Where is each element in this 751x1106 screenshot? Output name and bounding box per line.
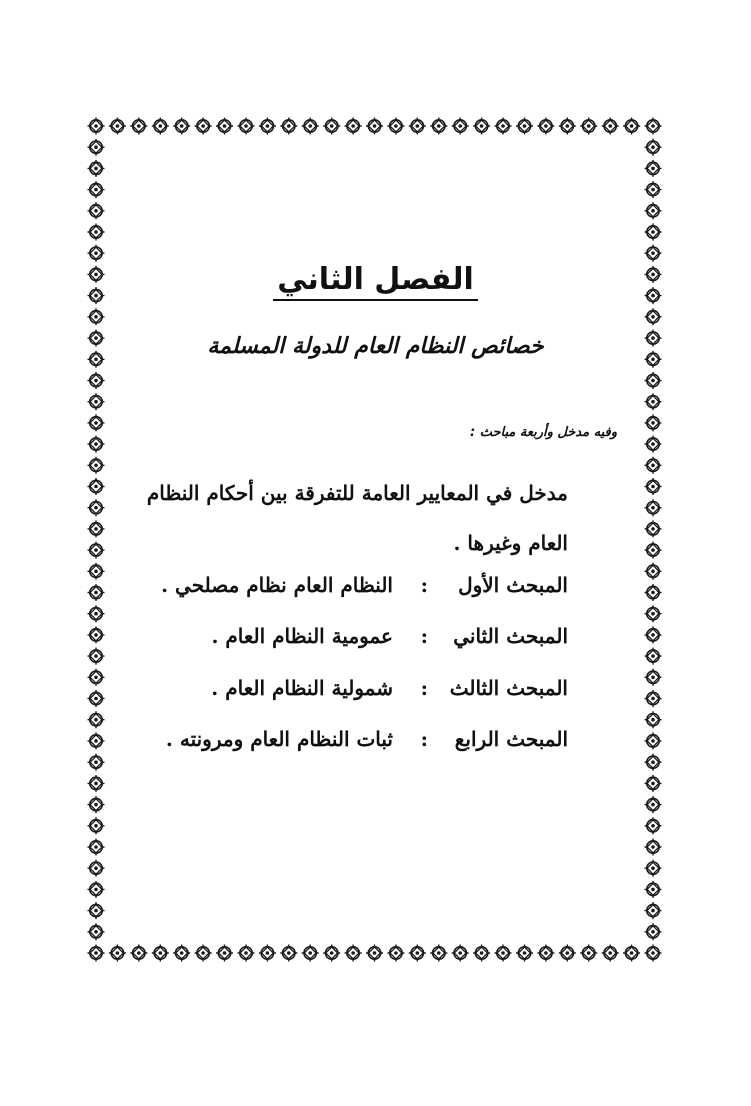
knot-ornament-icon [88,775,105,792]
knot-ornament-icon [559,945,576,962]
knot-ornament-icon [130,945,147,962]
knot-ornament-icon [238,945,255,962]
knot-ornament-icon [88,796,105,813]
section-row-1 [138,573,568,603]
knot-ornament-icon [130,118,147,135]
knot-ornament-icon [88,160,105,177]
knot-ornament-icon [602,118,619,135]
knot-ornament-icon [88,542,105,559]
knot-ornament-icon [88,626,105,643]
knot-ornament-icon [88,372,105,389]
knot-ornament-icon [173,945,190,962]
knot-ornament-icon [88,139,105,156]
section-row-3 [138,676,568,706]
knot-ornament-icon [259,945,276,962]
knot-ornament-icon [645,118,662,135]
knot-ornament-icon [366,118,383,135]
section-colon: : [420,573,428,597]
knot-ornament-icon [645,648,662,665]
chapter-title-text: الفصل الثاني [273,262,478,301]
knot-ornament-icon [88,393,105,410]
knot-ornament-icon [452,945,469,962]
knot-ornament-icon [516,945,533,962]
section-colon: : [420,624,428,648]
knot-ornament-icon [109,118,126,135]
knot-ornament-icon [645,393,662,410]
intro-entry: مدخل في المعايير العامة للتفرقة بين أحكام النظام العام وغيرها . [146,481,568,555]
knot-ornament-icon [88,181,105,198]
knot-ornament-icon [645,160,662,177]
knot-ornament-icon [88,881,105,898]
knot-ornament-icon [88,690,105,707]
knot-ornament-icon [88,224,105,241]
knot-ornament-icon [88,923,105,940]
knot-ornament-icon [580,945,597,962]
knot-ornament-icon [88,520,105,537]
knot-ornament-icon [88,308,105,325]
knot-ornament-icon [645,796,662,813]
section-title: ثبات النظام العام ومرونته . [165,727,393,751]
knot-ornament-icon [88,584,105,601]
knot-ornament-icon [495,118,512,135]
knot-ornament-icon [88,414,105,431]
knot-ornament-icon [88,754,105,771]
knot-ornament-icon [173,118,190,135]
chapter-title [0,262,751,301]
knot-ornament-icon [88,732,105,749]
knot-ornament-icon [645,732,662,749]
knot-ornament-icon [645,457,662,474]
knot-ornament-icon [537,945,554,962]
knot-ornament-icon [366,945,383,962]
knot-ornament-icon [623,118,640,135]
knot-ornament-icon [88,648,105,665]
knot-ornament-icon [645,690,662,707]
knot-ornament-icon [645,520,662,537]
section-row-4 [138,727,568,757]
knot-ornament-icon [88,817,105,834]
knot-ornament-icon [152,118,169,135]
knot-ornament-icon [88,457,105,474]
knot-ornament-icon [645,711,662,728]
knot-ornament-icon [473,945,490,962]
knot-ornament-icon [537,118,554,135]
chapter-subtitle: خصائص النظام العام للدولة المسلمة [207,334,544,359]
knot-ornament-icon [645,542,662,559]
knot-ornament-icon [645,245,662,262]
knot-ornament-icon [345,118,362,135]
knot-ornament-icon [152,945,169,962]
knot-ornament-icon [645,754,662,771]
knot-ornament-icon [645,902,662,919]
knot-ornament-icon [88,478,105,495]
knot-ornament-icon [259,118,276,135]
section-colon: : [420,727,428,751]
knot-ornament-icon [88,902,105,919]
section-name: المبحث الثاني [453,624,568,648]
knot-ornament-icon [645,923,662,940]
knot-ornament-icon [88,202,105,219]
knot-ornament-icon [645,224,662,241]
knot-ornament-icon [88,563,105,580]
knot-ornament-icon [238,118,255,135]
knot-ornament-icon [645,372,662,389]
section-title: شمولية النظام العام . [211,676,393,700]
knot-ornament-icon [280,945,297,962]
knot-ornament-icon [645,563,662,580]
knot-ornament-icon [452,118,469,135]
knot-ornament-icon [88,118,105,135]
knot-ornament-icon [345,945,362,962]
knot-ornament-icon [387,118,404,135]
knot-ornament-icon [280,118,297,135]
knot-ornament-icon [645,945,662,962]
knot-ornament-icon [645,181,662,198]
knot-ornament-icon [516,118,533,135]
knot-ornament-icon [623,945,640,962]
section-title: النظام العام نظام مصلحي . [161,573,393,597]
section-row-2 [138,624,568,654]
knot-ornament-icon [473,118,490,135]
knot-ornament-icon [195,118,212,135]
knot-ornament-icon [88,245,105,262]
knot-ornament-icon [430,945,447,962]
knot-ornament-icon [645,436,662,453]
knot-ornament-icon [645,139,662,156]
knot-ornament-icon [88,669,105,686]
knot-ornament-icon [387,945,404,962]
intro-line: وفيه مدخل وأربعة مباحث : [469,425,617,440]
knot-ornament-icon [88,860,105,877]
knot-ornament-icon [645,499,662,516]
knot-ornament-icon [88,436,105,453]
knot-ornament-icon [495,945,512,962]
knot-ornament-icon [645,202,662,219]
knot-ornament-icon [88,499,105,516]
section-title: عمومية النظام العام . [211,624,393,648]
knot-ornament-icon [645,414,662,431]
knot-ornament-icon [216,118,233,135]
knot-ornament-icon [580,118,597,135]
knot-ornament-icon [645,584,662,601]
knot-ornament-icon [645,839,662,856]
knot-ornament-icon [216,945,233,962]
knot-ornament-icon [645,478,662,495]
section-name: المبحث الثالث [449,676,568,700]
section-name: المبحث الرابع [454,727,568,751]
knot-ornament-icon [645,626,662,643]
knot-ornament-icon [645,817,662,834]
knot-ornament-icon [645,308,662,325]
knot-ornament-icon [88,711,105,728]
knot-ornament-icon [302,945,319,962]
knot-ornament-icon [645,669,662,686]
knot-ornament-icon [645,605,662,622]
knot-ornament-icon [645,860,662,877]
knot-ornament-icon [409,118,426,135]
knot-ornament-icon [645,881,662,898]
knot-ornament-icon [88,839,105,856]
knot-ornament-icon [195,945,212,962]
section-colon: : [420,676,428,700]
knot-ornament-icon [88,605,105,622]
knot-ornament-icon [409,945,426,962]
section-name: المبحث الأول [458,573,568,597]
knot-ornament-icon [430,118,447,135]
knot-ornament-icon [645,775,662,792]
knot-ornament-icon [88,945,105,962]
knot-ornament-icon [602,945,619,962]
knot-ornament-icon [302,118,319,135]
knot-ornament-icon [323,118,340,135]
knot-ornament-icon [109,945,126,962]
knot-ornament-icon [559,118,576,135]
knot-ornament-icon [323,945,340,962]
